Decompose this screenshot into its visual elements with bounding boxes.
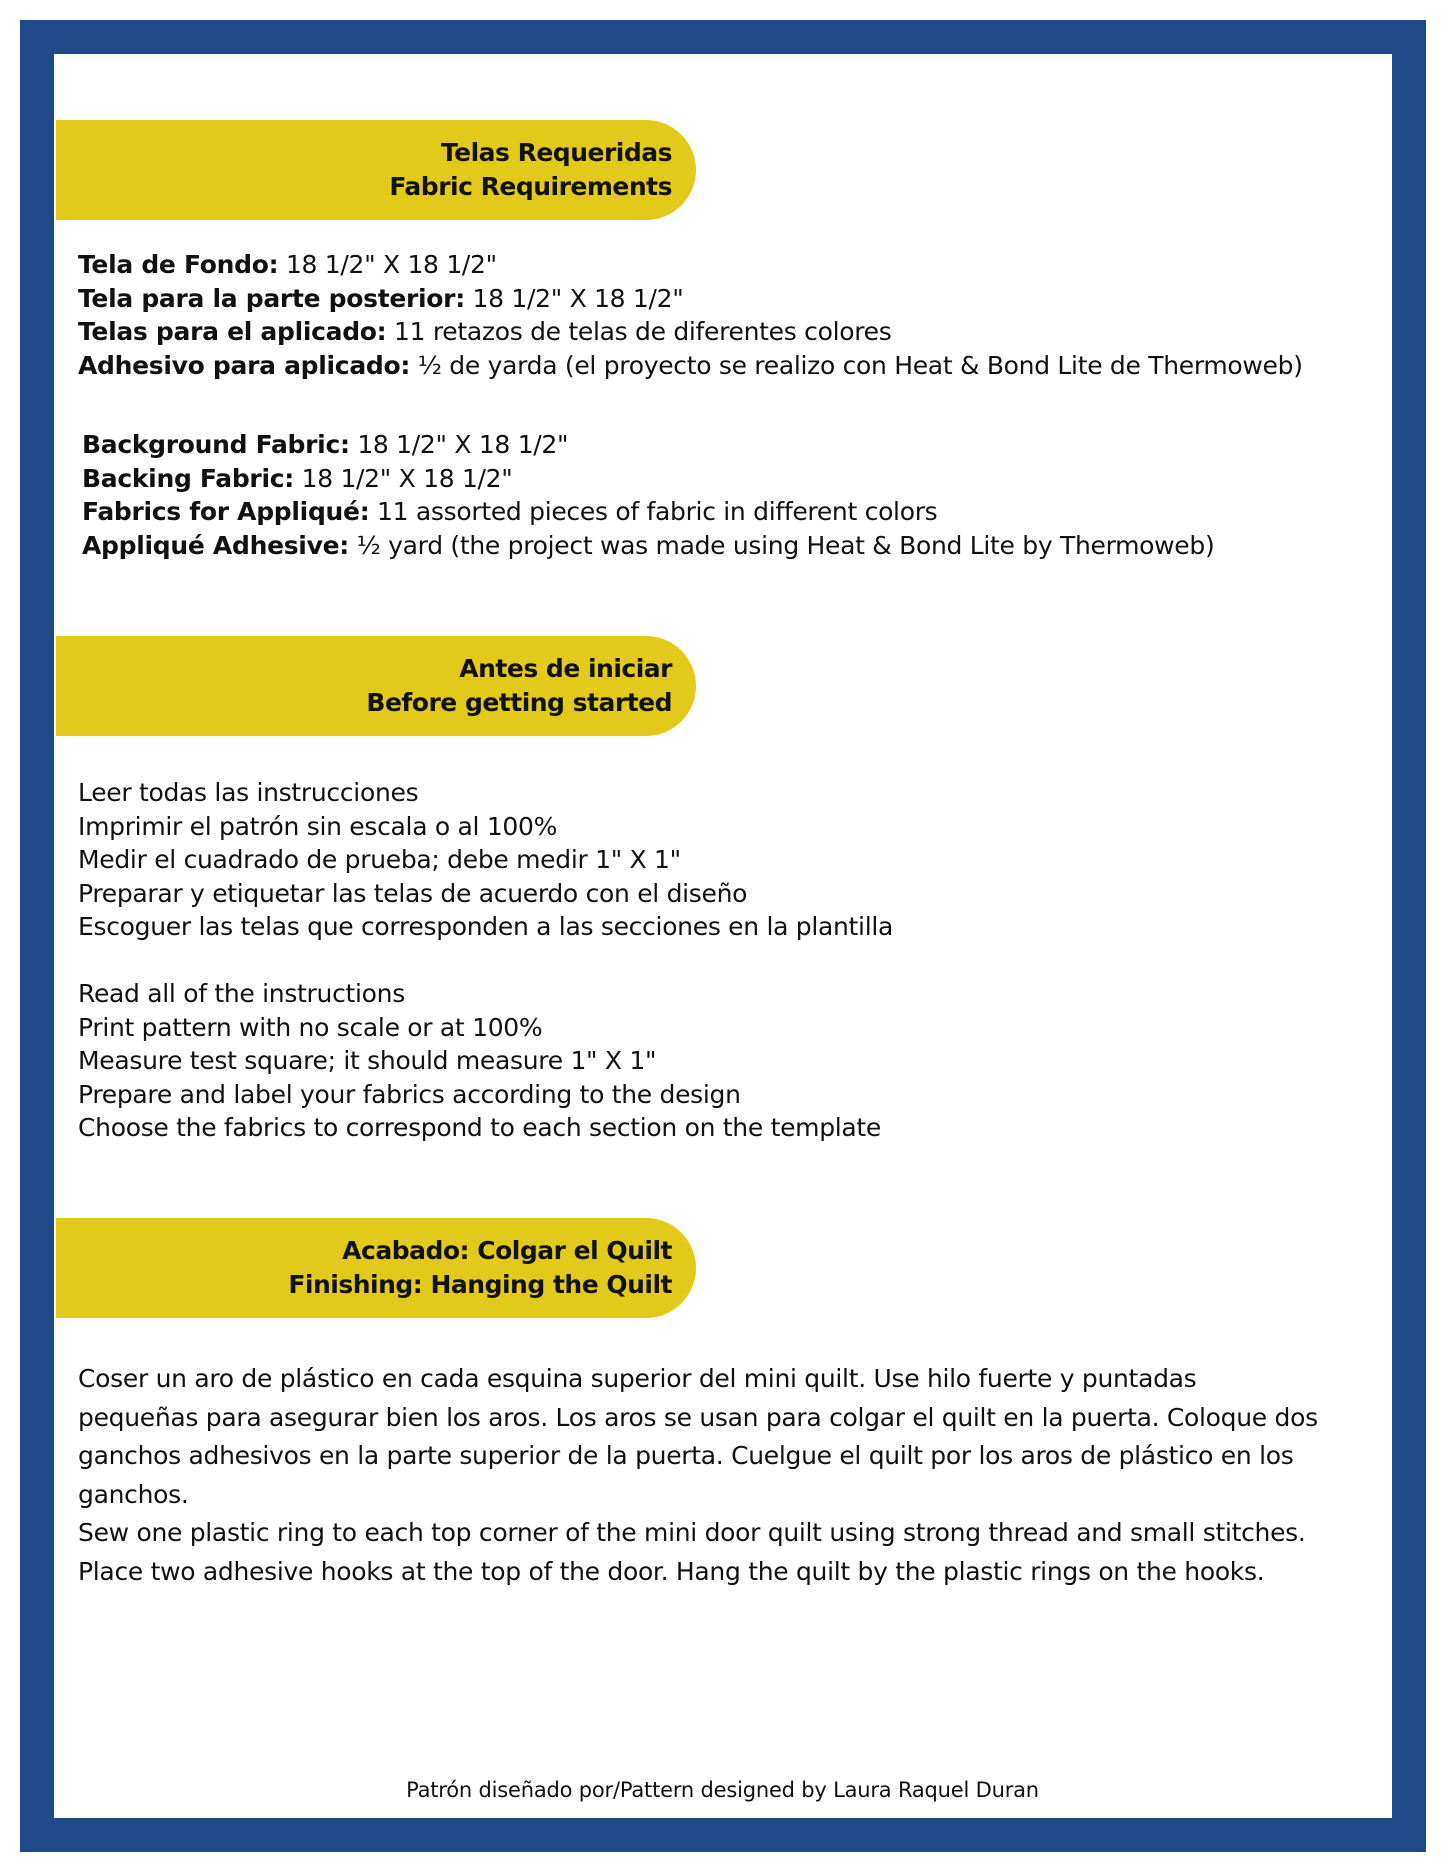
before-title-en: Before getting started [366,688,672,717]
instruction-item-en: Prepare and label your fabrics according to the design [78,1079,741,1109]
instruction-item-es: Medir el cuadrado de prueba; debe medir 1" X 1" [78,845,681,874]
fabric-item-es [78,248,1318,282]
finishing-title-en: Finishing: Hanging the Quilt [288,1270,672,1299]
fabric-requirements-banner [56,120,696,220]
fabric-item-value: 18 1/2" X 18 1/2" [349,430,569,459]
finishing-title-es: Acabado: Colgar el Quilt [342,1236,672,1265]
fabric-item-es [78,315,1318,349]
fabric-item-label: Appliqué Adhesive: [82,530,349,560]
before-title-es: Antes de iniciar [459,654,672,683]
instruction-item-en: Choose the fabrics to correspond to each section on the template [78,1113,882,1142]
fabric-item-label: Fabrics for Appliqué: [82,497,370,526]
fabric-list-es [78,248,1318,382]
fabric-list-en [82,428,1322,562]
fabric-item-label: Telas para el aplicado: [78,317,387,346]
instruction-item-es: Imprimir el patrón sin escala o al 100% [78,811,558,841]
finishing-paragraph-en: Sew one plastic ring to each top corner of the mini door quilt using strong thread and small stitches. Place two adhesive hooks at the top of the door. Hang the quilt by the plastic rings on the hooks. [78,1518,1306,1586]
fabric-item-value: ½ de yarda (el proyecto se realizo con Heat & Bond Lite de Thermoweb) [410,350,1303,380]
fabric-item-en [82,495,1322,529]
fabric-item-en [82,462,1322,496]
instruction-item-es: Preparar y etiquetar las telas de acuerdo con el diseño [78,878,748,908]
fabric-item-label: Backing Fabric: [82,463,294,493]
fabric-item-es [78,282,1318,316]
instruction-item-en: Measure test square; it should measure 1" X 1" [78,1046,657,1075]
footer-credit: Patrón diseñado por/Pattern designed by Laura Raquel Duran [406,1778,1039,1802]
fabric-item-label: Tela de Fondo: [78,250,279,279]
fabric-item-value: 11 retazos de telas de diferentes colores [386,317,892,346]
finishing-banner [56,1218,696,1318]
fabric-item-es [78,349,1318,383]
instruction-item-en: Read all of the instructions [78,979,405,1008]
before-list-es [78,776,1318,944]
fabric-item-value: ½ yard (the project was made using Heat & Bond Lite by Thermoweb) [348,530,1215,560]
fabric-item-en [82,428,1322,462]
instruction-item-en: Print pattern with no scale or at 100% [78,1012,543,1042]
instruction-item-es: Leer todas las instrucciones [78,778,419,807]
finishing-paragraph-es: Coser un aro de plástico en cada esquina superior del mini quilt. Use hilo fuerte y puntadas pequeñas para asegurar bien los aros. Los aros se usan para colgar el quilt en la puerta. Coloque dos ganchos adhesivos en la parte superior de la puerta. Cuelgue el quilt por los aros de plástico en los ganchos. [78,1364,1318,1509]
fabric-item-value: 18 1/2" X 18 1/2" [293,463,513,493]
fabric-item-label: Adhesivo para aplicado: [78,350,411,380]
fabric-title-es: Telas Requeridas [440,138,672,167]
fabric-item-value: 11 assorted pieces of fabric in different colors [369,497,938,526]
before-list-en [78,977,1318,1145]
fabric-item-en [82,529,1322,563]
fabric-item-label: Background Fabric: [82,430,350,459]
fabric-item-value: 18 1/2" X 18 1/2" [464,283,684,313]
fabric-item-label: Tela para la parte posterior: [78,283,465,313]
fabric-title-en: Fabric Requirements [389,172,672,201]
fabric-item-value: 18 1/2" X 18 1/2" [278,250,497,279]
instruction-item-es: Escoguer las telas que corresponden a las secciones en la plantilla [78,912,894,941]
before-started-banner [56,636,696,736]
